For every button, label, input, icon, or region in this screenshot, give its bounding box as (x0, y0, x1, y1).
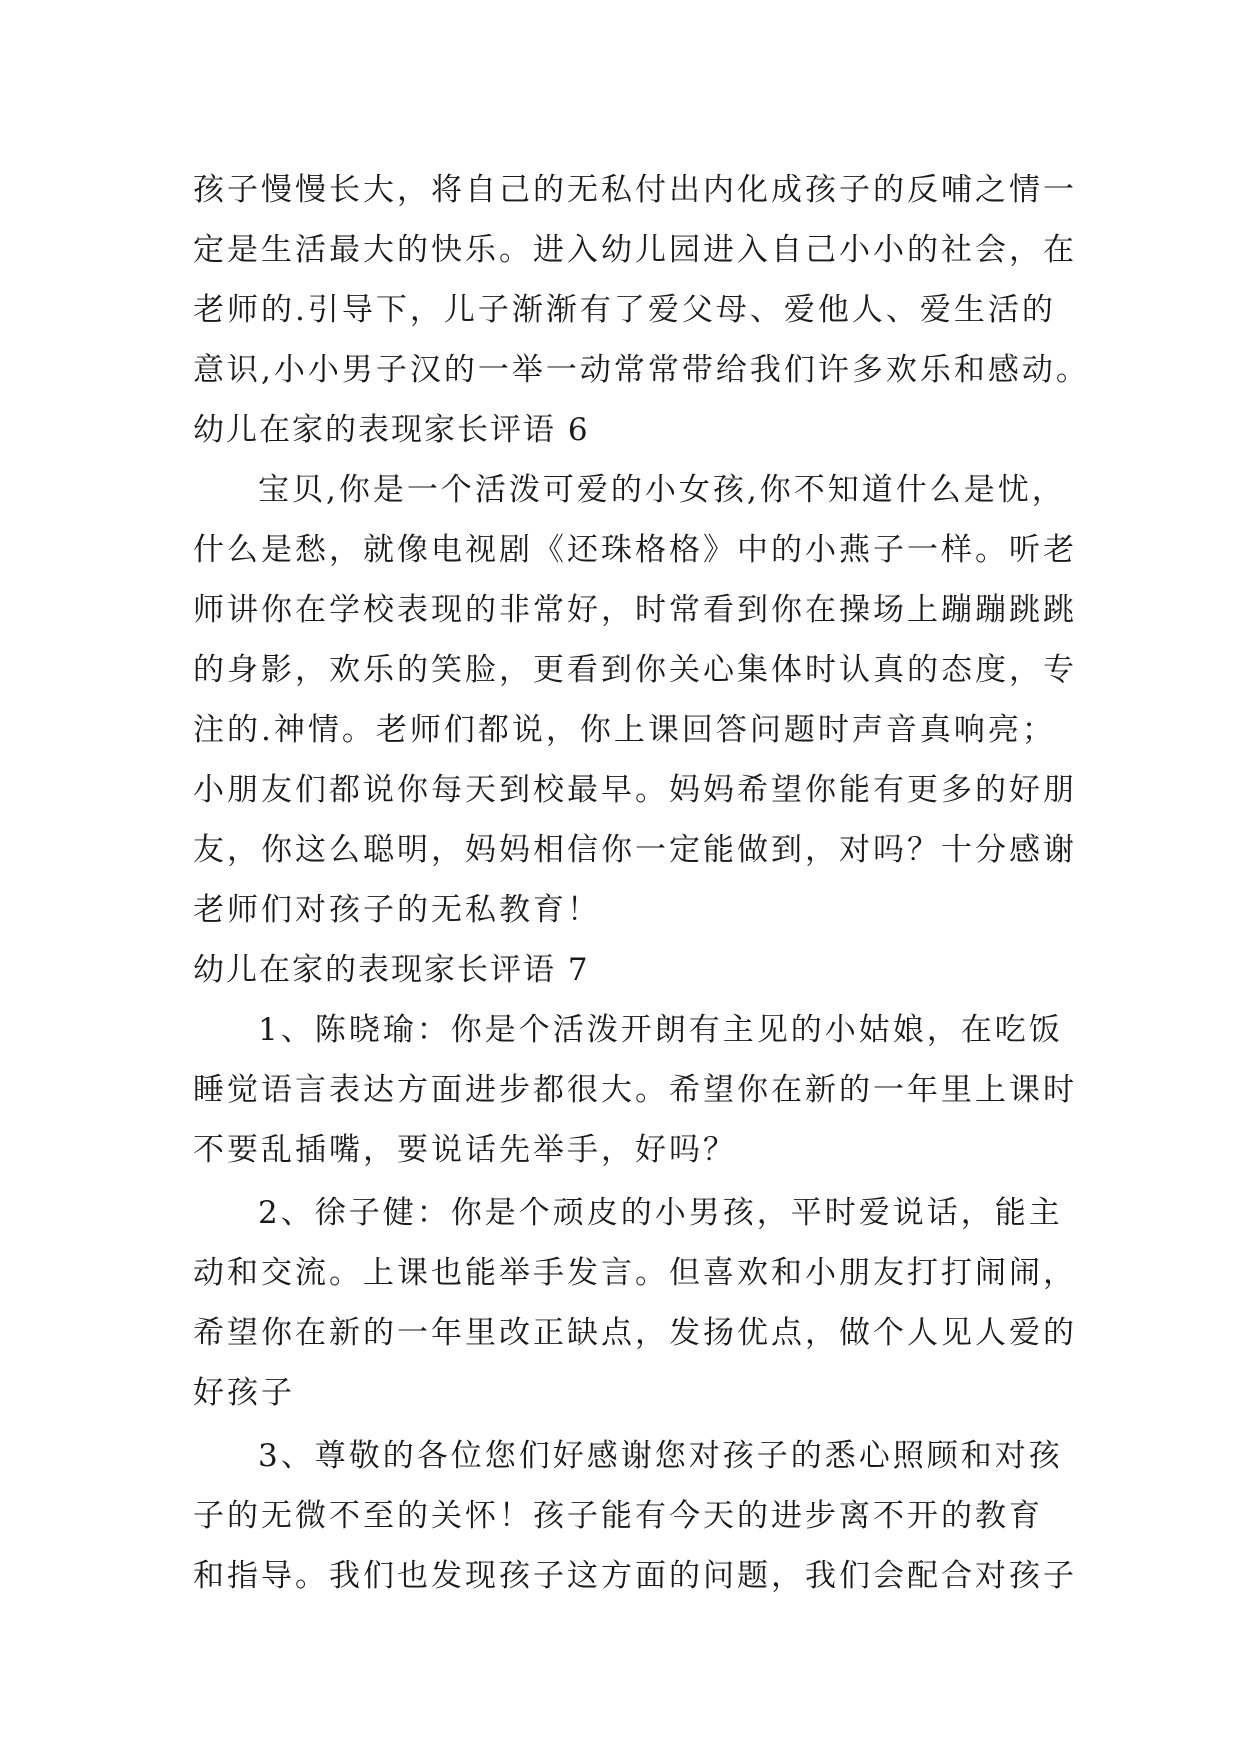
document-body (193, 160, 1090, 1606)
paragraph (193, 460, 1077, 940)
paragraph (193, 1426, 1077, 1606)
text-line: 意识,小小男子汉的一举一动常常带给我们许多欢乐和感动。 (193, 352, 1090, 388)
text-line: 老师们对孩子的无私教育！ (193, 892, 601, 928)
paragraph (193, 1183, 1077, 1423)
text-line: 友，你这么聪明，妈妈相信你一定能做到，对吗？十分感谢 (193, 832, 1077, 868)
text-line: 定是生活最大的快乐。进入幼儿园进入自己小小的社会，在 (193, 232, 1077, 268)
text-line: 子的无微不至的关怀！孩子能有今天的进步离不开的教育 (193, 1498, 1043, 1534)
text-line: 孩子慢慢长大，将自己的无私付出内化成孩子的反哺之情一 (193, 172, 1077, 208)
text-line: 师讲你在学校表现的非常好，时常看到你在操场上蹦蹦跳跳 (193, 592, 1077, 628)
text-line: 3、尊敬的各位您们好感谢您对孩子的悉心照顾和对孩 (258, 1438, 1063, 1474)
text-line: 的身影，欢乐的笑脸，更看到你关心集体时认真的态度，专 (193, 652, 1077, 688)
text-line: 老师的.引导下，儿子渐渐有了爱父母、爱他人、爱生活的 (193, 292, 1056, 328)
text-line: 动和交流。上课也能举手发言。但喜欢和小朋友打打闹闹， (193, 1255, 1077, 1291)
paragraph (193, 1000, 1077, 1180)
paragraph-continuation (193, 160, 1090, 400)
text-line: 宝贝,你是一个活泼可爱的小女孩,你不知道什么是忧， (258, 472, 1066, 508)
text-line: 小朋友们都说你每天到校最早。妈妈希望你能有更多的好朋 (193, 772, 1077, 808)
text-line: 什么是愁，就像电视剧《还珠格格》中的小燕子一样。听老 (193, 532, 1077, 568)
text-line: 1、陈晓瑜：你是个活泼开朗有主见的小姑娘，在吃饭 (258, 1012, 1063, 1048)
text-line: 2、徐子健：你是个顽皮的小男孩，平时爱说话，能主 (258, 1195, 1063, 1231)
text-line: 希望你在新的一年里改正缺点，发扬优点，做个人见人爱的 (193, 1315, 1077, 1351)
text-line: 注的.神情。老师们都说，你上课回答问题时声音真响亮； (193, 712, 1056, 748)
text-line: 好孩子 (193, 1375, 295, 1411)
text-line: 不要乱插嘴，要说话先举手，好吗？ (193, 1132, 737, 1168)
section-heading: 幼儿在家的表现家长评语 6 (193, 412, 590, 448)
text-line: 和指导。我们也发现孩子这方面的问题，我们会配合对孩子 (193, 1558, 1077, 1594)
text-line: 睡觉语言表达方面进步都很大。希望你在新的一年里上课时 (193, 1072, 1077, 1108)
section-heading: 幼儿在家的表现家长评语 7 (193, 952, 590, 988)
